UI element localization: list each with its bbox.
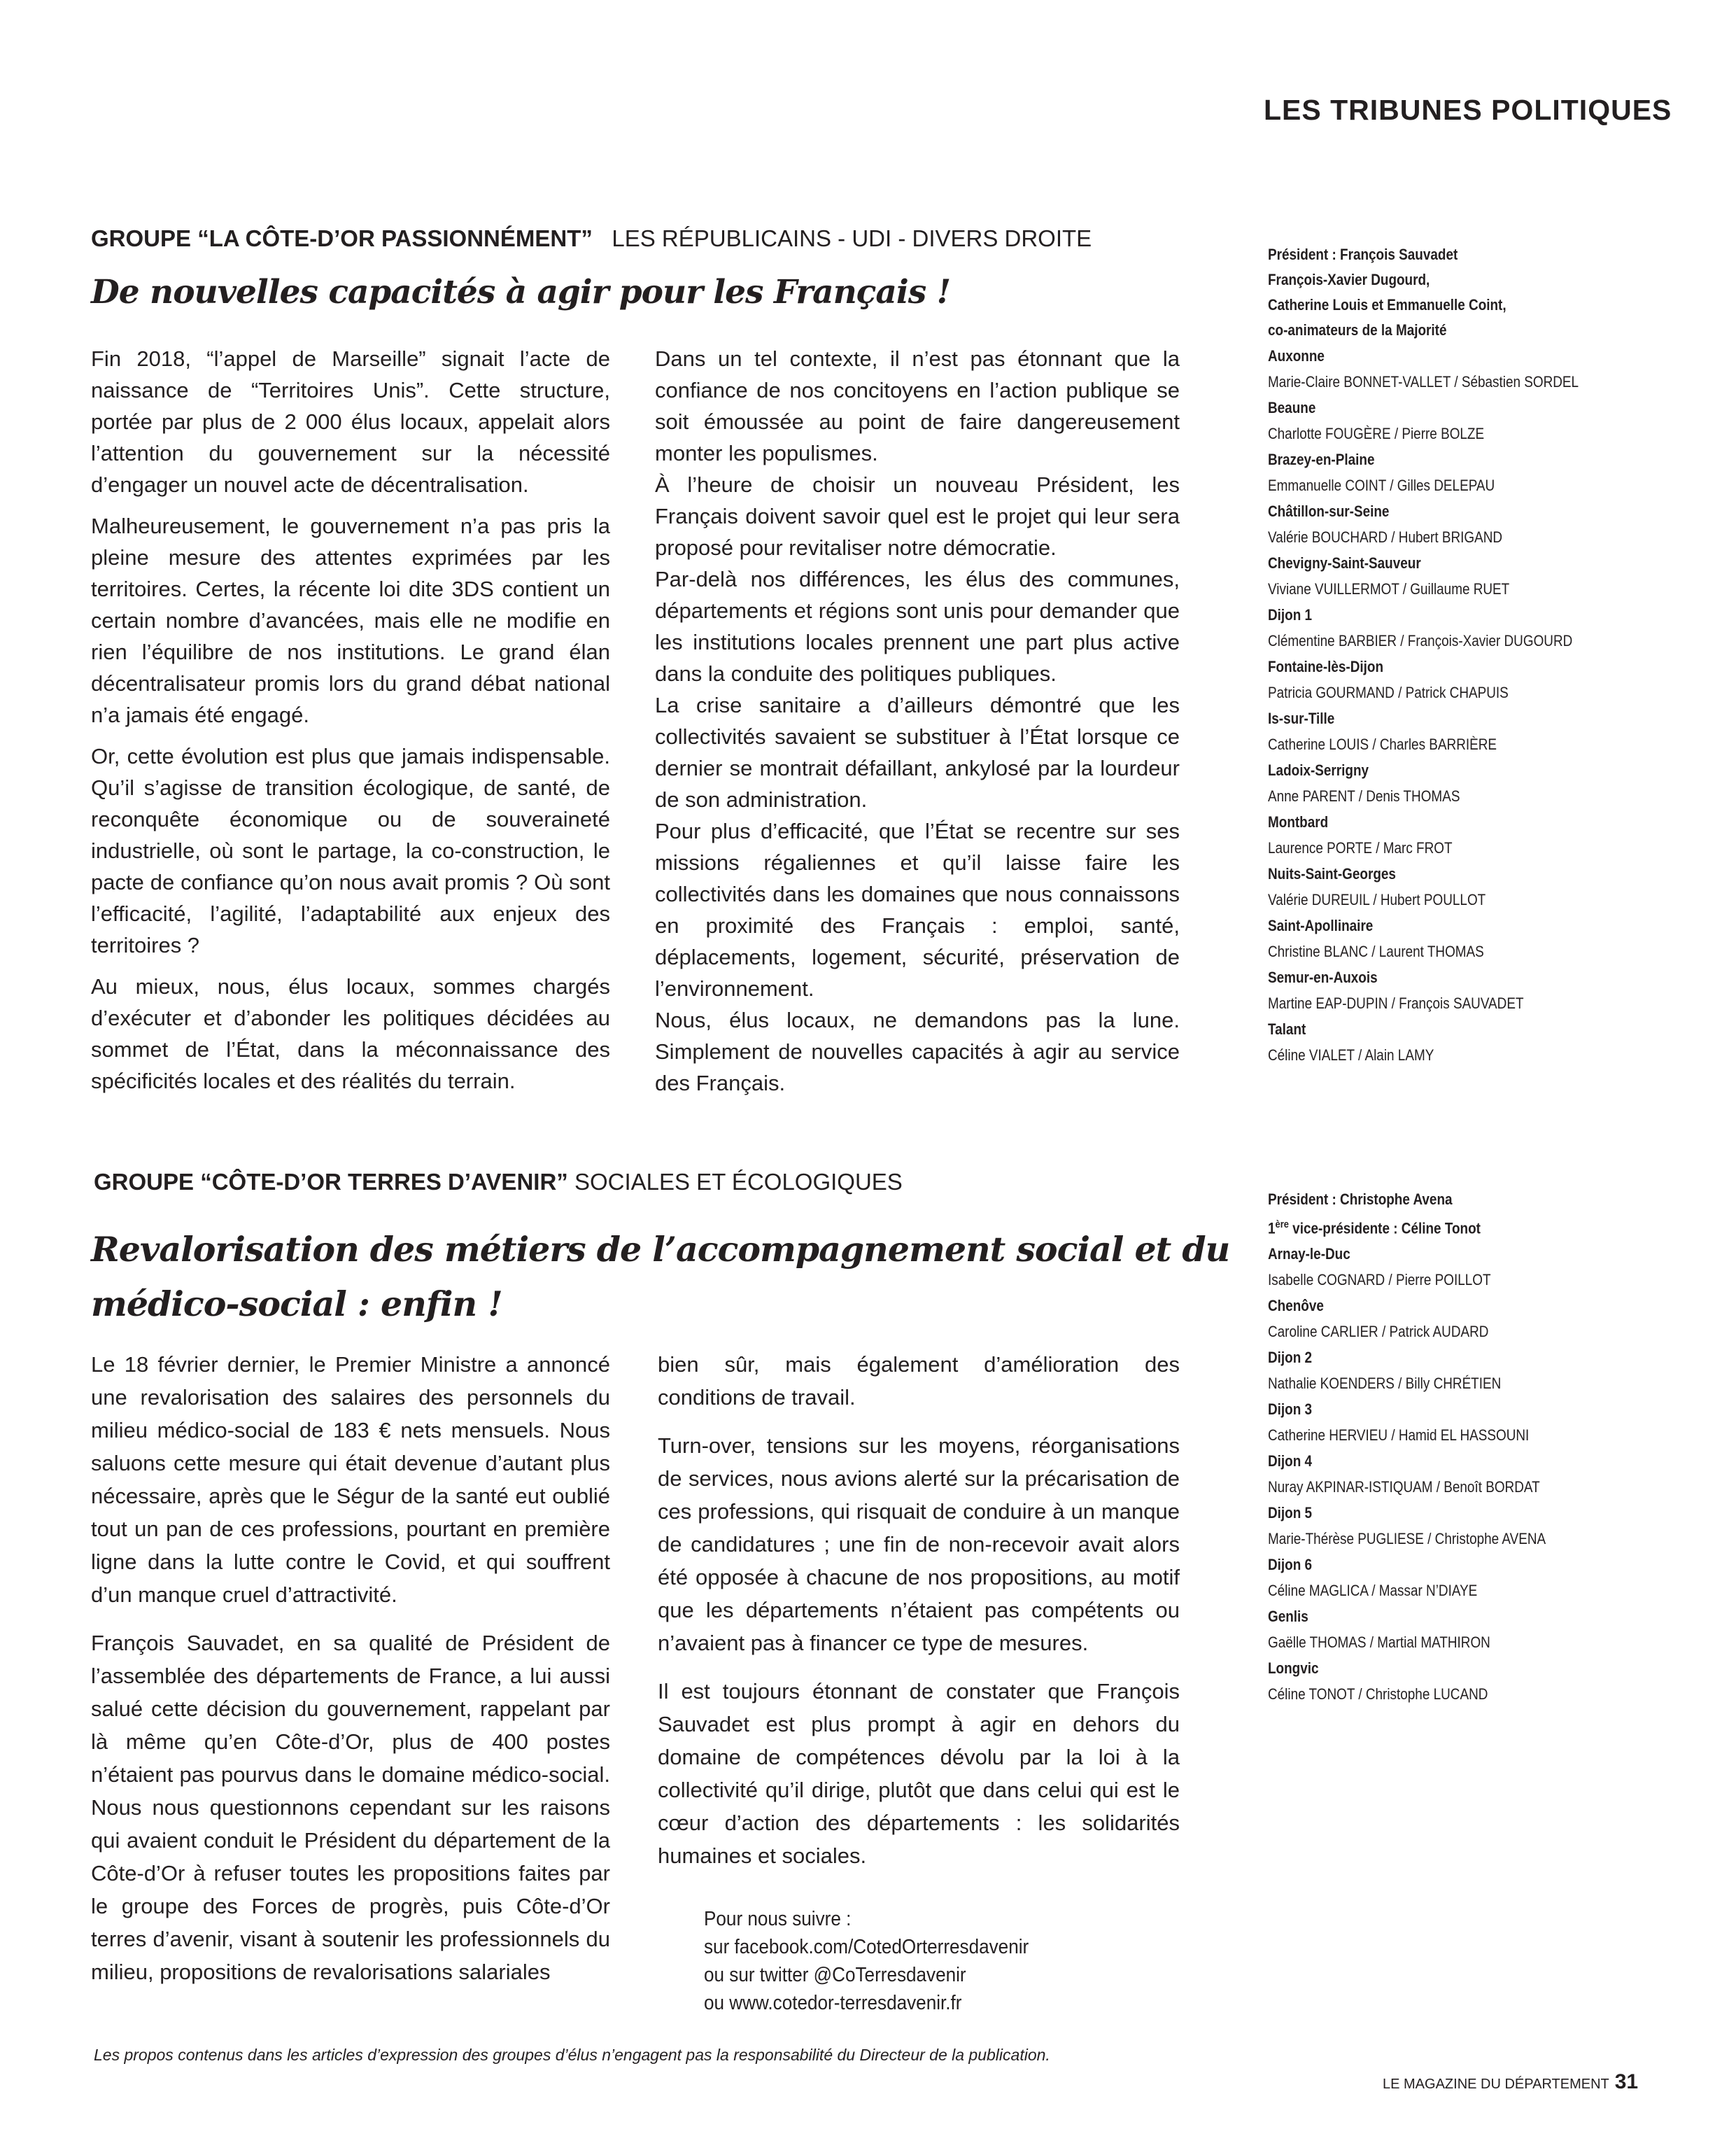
group1-affiliation: LES RÉPUBLICAINS - UDI - DIVERS DROITE	[612, 225, 1092, 251]
canton-councillors: Marie-Thérèse PUGLIESE / Christophe AVENA	[1268, 1530, 1546, 1548]
canton-entry	[1268, 1448, 1587, 1500]
canton-entry	[1268, 1293, 1587, 1344]
canton-town: Dijon 6	[1268, 1556, 1313, 1574]
group2-column-1	[91, 1348, 610, 2004]
canton-councillors: Emmanuelle COINT / Gilles DELEPAU	[1268, 477, 1495, 494]
paragraph: Il est toujours étonnant de constater que François Sauvadet est plus prompt à agir en dehors du domaine de compétences dévolu par la loi à la collectivité qu’il dirige, plutôt que dans celui qui est le cœur d’action des départements : les solidarités humaines et sociales.	[658, 1679, 1180, 1868]
paragraph: Malheureusement, le gouvernement n’a pas pris la pleine mesure des attentes exprimées par les territoires. Certes, la récente loi dite 3DS contient un certain nombre d’avancées, mais elle ne modifie en rien l’équilibre de nos institutions. Le grand élan décentralisateur promis lors du grand débat national n’a jamais été engagé.	[91, 514, 610, 727]
canton-councillors: Clémentine BARBIER / François-Xavier DUGOURD	[1268, 632, 1573, 649]
canton-councillors: Valérie DUREUIL / Hubert POULLOT	[1268, 891, 1486, 908]
paragraph: bien sûr, mais également d’amélioration des conditions de travail.	[658, 1352, 1180, 1410]
disclaimer: Les propos contenus dans les articles d’expression des groupes d’élus n’engagent pas la responsabilité du Directeur de la publication.	[94, 2046, 1050, 2064]
canton-town: Dijon 5	[1268, 1504, 1313, 1522]
paragraph: Turn-over, tensions sur les moyens, réorganisations de services, nous avions alerté sur la précarisation de ces professions, qui risquait de conduire à un manque de candidatures ; une fin de non-recevoir avait alors été opposée à chacune de nos propositions, au motif que les départements n’étaient pas compétents ou n’avaient pas à financer ce type de mesures.	[658, 1433, 1180, 1655]
facebook-link[interactable]: sur facebook.com/CotedOrterresdavenir	[704, 1936, 1029, 1958]
canton-town: Dijon 2	[1268, 1349, 1313, 1367]
canton-entry	[1268, 447, 1587, 498]
canton-councillors: Patricia GOURMAND / Patrick CHAPUIS	[1268, 684, 1509, 701]
twitter-link[interactable]: ou sur twitter @CoTerresdavenir	[704, 1964, 966, 1986]
canton-entry	[1268, 1344, 1587, 1396]
canton-entry	[1268, 343, 1587, 395]
canton-town: Chevigny-Saint-Sauveur	[1268, 554, 1421, 572]
paragraph: Par-delà nos différences, les élus des communes, départements et régions sont unis pour demander que les institutions locales prennent une part plus active dans la conduite des politiques publiques.	[655, 567, 1180, 686]
canton-councillors: Christine BLANC / Laurent THOMAS	[1268, 943, 1484, 960]
canton-councillors: Catherine LOUIS / Charles BARRIÈRE	[1268, 736, 1497, 753]
canton-councillors: Isabelle COGNARD / Pierre POILLOT	[1268, 1271, 1491, 1289]
vp-ordinal: 1	[1268, 1219, 1276, 1237]
canton-entry	[1268, 1603, 1587, 1655]
magazine-label: LE MAGAZINE DU DÉPARTEMENT	[1383, 2077, 1609, 2092]
canton-councillors: Céline TONOT / Christophe LUCAND	[1268, 1685, 1488, 1703]
canton-councillors: Valérie BOUCHARD / Hubert BRIGAND	[1268, 528, 1503, 546]
group2-header	[94, 1169, 903, 1195]
canton-town: Nuits-Saint-Georges	[1268, 865, 1396, 883]
canton-town: Fontaine-lès-Dijon	[1268, 658, 1384, 675]
canton-town: Auxonne	[1268, 347, 1325, 365]
canton-town: Ladoix-Serrigny	[1268, 761, 1369, 779]
canton-town: Genlis	[1268, 1608, 1308, 1626]
paragraph: Le 18 février dernier, le Premier Ministre a annoncé une revalorisation des salaires des personnels du milieu médico-social de 183 € nets mensuels. Nous saluons cette mesure qui était devenue d’autant plus nécessaire, après que le Ségur de la santé eut oublié tout un pan de ces professions, pourtant en première ligne dans la lutte contre le Covid, et qui souffrent d’un manque cruel d’attractivité.	[91, 1352, 610, 1607]
canton-councillors: Nathalie KOENDERS / Billy CHRÉTIEN	[1268, 1375, 1502, 1393]
canton-town: Dijon 4	[1268, 1452, 1313, 1470]
canton-town: Montbard	[1268, 813, 1329, 831]
group2-affiliation: SOCIALES ET ÉCOLOGIQUES	[574, 1169, 903, 1195]
canton-town: Chenôve	[1268, 1297, 1324, 1315]
paragraph: À l’heure de choisir un nouveau Président, les Français doivent savoir quel est le projet qui leur sera proposé pour revitaliser notre démocratie.	[655, 472, 1180, 560]
canton-town: Saint-Apollinaire	[1268, 917, 1374, 934]
canton-town: Châtillon-sur-Seine	[1268, 503, 1390, 520]
follow-us-label: Pour nous suivre :	[704, 1908, 852, 1930]
group2-members	[1268, 1187, 1587, 1707]
paragraph: François Sauvadet, en sa qualité de Président de l’assemblée des départements de France, a lui aussi salué cette décision du gouvernement, rappelant par là même qu’en Côte-d’Or, plus de 400 postes n’étaient pas pourvus dans le domaine médico-social. Nous nous questionnons cependant sur les raisons qui avaient conduit le Président du département de la Côte-d’Or à refuser toutes les propositions faites par le groupe des Forces de progrès, puis Côte-d’Or terres d’avenir, visant à soutenir les professionnels du milieu, propositions de revalorisations salariales	[91, 1631, 610, 1984]
canton-town: Dijon 1	[1268, 606, 1313, 624]
canton-entry	[1268, 1396, 1587, 1448]
page-number: 31	[1614, 2070, 1639, 2093]
canton-entry	[1268, 913, 1587, 964]
canton-entry	[1268, 395, 1587, 447]
canton-entry	[1268, 602, 1587, 654]
paragraph: Nous, élus locaux, ne demandons pas la lune. Simplement de nouvelles capacités à agir au service des Français.	[655, 1008, 1180, 1095]
canton-entry	[1268, 964, 1587, 1016]
canton-town: Is-sur-Tille	[1268, 710, 1335, 727]
leader-line: François-Xavier Dugourd,	[1268, 271, 1430, 288]
canton-entry	[1268, 1016, 1587, 1068]
group1-headline: De nouvelles capacités à agir pour les Français !	[91, 273, 951, 311]
page-footer	[1383, 2070, 1638, 2094]
group1-column-1	[91, 343, 610, 1106]
canton-councillors: Caroline CARLIER / Patrick AUDARD	[1268, 1323, 1489, 1341]
paragraph: Au mieux, nous, élus locaux, sommes chargés d’exécuter et d’abonder les politiques décidées au sommet de l’État, dans la méconnaissance des spécificités locales et des réalités du terrain.	[91, 974, 610, 1093]
canton-list	[1268, 1241, 1587, 1707]
page-banner: LES TRIBUNES POLITIQUES	[1264, 94, 1672, 126]
canton-entry	[1268, 757, 1587, 809]
canton-entry	[1268, 705, 1587, 757]
leader-line: co-animateurs de la Majorité	[1268, 321, 1447, 339]
vice-president-line	[1268, 1212, 1587, 1241]
vp-name: vice-présidente : Céline Tonot	[1288, 1219, 1481, 1237]
canton-councillors: Nuray AKPINAR-ISTIQUAM / Benoît BORDAT	[1268, 1478, 1540, 1496]
headline-line: médico-social : enfin !	[91, 1284, 502, 1324]
canton-entry	[1268, 498, 1587, 550]
paragraph: La crise sanitaire a d’ailleurs démontré que les collectivités savaient se substituer à l’État lorsque ce dernier se montrait défaillant, ankylosé par la lourdeur de son administration.	[655, 693, 1180, 812]
canton-councillors: Céline VIALET / Alain LAMY	[1268, 1046, 1434, 1064]
paragraph: Or, cette évolution est plus que jamais indispensable. Qu’il s’agisse de transition écologique, de santé, de reconquête économique ou de souveraineté industrielle, où sont le partage, la co-construction, le pacte de confiance qu’on nous avait promis ? Où sont l’efficacité, l’agilité, l’adaptabilité aux enjeux des territoires ?	[91, 744, 610, 957]
group1-name: GROUPE “LA CÔTE-D’OR PASSIONNÉMENT”	[91, 225, 593, 251]
canton-entry	[1268, 809, 1587, 861]
canton-councillors: Viviane VUILLERMOT / Guillaume RUET	[1268, 580, 1510, 598]
group1-members	[1268, 242, 1587, 1068]
group2-name: GROUPE “CÔTE-D’OR TERRES D’AVENIR”	[94, 1169, 568, 1195]
canton-town: Longvic	[1268, 1659, 1319, 1678]
canton-list	[1268, 343, 1587, 1068]
canton-councillors: Gaëlle THOMAS / Martial MATHIRON	[1268, 1633, 1490, 1652]
leader-line: Président : François Sauvadet	[1268, 246, 1458, 263]
vp-ordinal-suffix: ère	[1275, 1218, 1289, 1230]
group1-header	[91, 225, 1092, 252]
website-link[interactable]: ou www.cotedor-terresdavenir.fr	[704, 1992, 962, 2014]
canton-town: Arnay-le-Duc	[1268, 1245, 1350, 1263]
canton-town: Semur-en-Auxois	[1268, 969, 1378, 986]
canton-town: Brazey-en-Plaine	[1268, 451, 1375, 468]
canton-entry	[1268, 1241, 1587, 1293]
paragraph: Fin 2018, “l’appel de Marseille” signait l’acte de naissance de “Territoires Unis”. Cette structure, portée par plus de 2 000 élus locaux, appelait alors l’attention du gouvernement sur la nécessité d’engager un nouvel acte de décentralisation.	[91, 346, 610, 497]
canton-town: Talant	[1268, 1020, 1306, 1038]
president-line: Président : Christophe Avena	[1268, 1190, 1453, 1208]
canton-entry	[1268, 1552, 1587, 1603]
canton-entry	[1268, 1500, 1587, 1552]
canton-councillors: Laurence PORTE / Marc FROT	[1268, 839, 1453, 857]
follow-us-block	[704, 1905, 1094, 2017]
canton-entry	[1268, 861, 1587, 913]
paragraph: Pour plus d’efficacité, que l’État se recentre sur ses missions régaliennes et qu’il laisse faire les collectivités dans les domaines que nous connaissons en proximité des Français : emploi, santé, déplacements, logement, sécurité, préservation de l’environnement.	[655, 819, 1180, 1001]
paragraph: Dans un tel contexte, il n’est pas étonnant que la confiance de nos concitoyens en l’action publique se soit émoussée au point de faire dangereusement monter les populismes.	[655, 346, 1180, 465]
canton-councillors: Céline MAGLICA / Massar N’DIAYE	[1268, 1582, 1478, 1600]
canton-town: Beaune	[1268, 399, 1316, 416]
group2-column-2	[658, 1348, 1180, 1888]
canton-entry	[1268, 1655, 1587, 1707]
leader-line: Catherine Louis et Emmanuelle Coint,	[1268, 296, 1506, 314]
canton-entry	[1268, 550, 1587, 602]
canton-councillors: Martine EAP-DUPIN / François SAUVADET	[1268, 995, 1524, 1012]
canton-councillors: Catherine HERVIEU / Hamid EL HASSOUNI	[1268, 1426, 1530, 1445]
canton-councillors: Anne PARENT / Denis THOMAS	[1268, 787, 1460, 805]
headline-line: Revalorisation des métiers de l’accompagnement social et du	[91, 1229, 1230, 1270]
group1-column-2	[655, 343, 1180, 1099]
canton-councillors: Charlotte FOUGÈRE / Pierre BOLZE	[1268, 425, 1485, 442]
canton-councillors: Marie-Claire BONNET-VALLET / Sébastien SORDEL	[1268, 373, 1579, 391]
group2-headline	[91, 1222, 1229, 1331]
canton-entry	[1268, 654, 1587, 705]
canton-town: Dijon 3	[1268, 1400, 1313, 1419]
